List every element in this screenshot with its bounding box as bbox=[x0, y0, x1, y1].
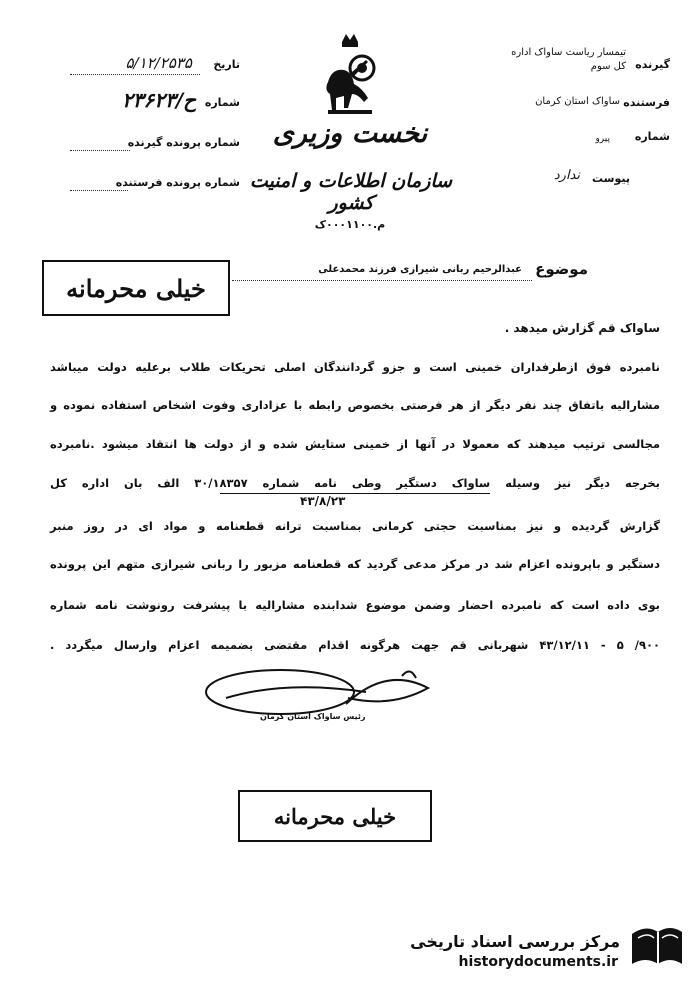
body-line-1: نامبرده فوق ازطرفداران خمینی است و جزو گردانندگان اصلی تحریکات طلاب برعلیه دولت میباشد bbox=[50, 360, 660, 374]
body-line-3: مجالسی ترتیب میدهند که معمولا در آنها از خمینی ستایش شده و از دولت ها انتقاد میشود .نامبرده bbox=[50, 437, 660, 451]
org-subtitle: سازمان اطلاعات و امنیت کشور bbox=[249, 170, 453, 214]
number-label: شماره bbox=[204, 96, 240, 109]
lion-and-sun-emblem-icon bbox=[318, 32, 382, 124]
receiver-file-label: شماره پرونده گیرنده bbox=[127, 136, 240, 149]
book-logo-icon bbox=[628, 920, 686, 968]
org-title: نخست وزیری bbox=[272, 118, 428, 149]
subject-label: موضوع bbox=[535, 260, 588, 278]
org-code: م.۰۰۰۱۱۰۰ک bbox=[314, 218, 386, 231]
subject-value: عبدالرحیم ربانی شیرازی فرزند محمدعلی bbox=[318, 264, 522, 275]
receiver-value: تیمسار ریاست ساواک اداره کل سوم bbox=[511, 47, 626, 72]
receiver-label: گیرنده bbox=[635, 58, 670, 71]
body-line-4: بخرجه دیگر نیز وسیله ساواک دستگیر وطی نامه شماره ۳۰/۱۸۳۵۷ الف بان اداره کل bbox=[50, 476, 660, 490]
confidential-stamp-bottom: خیلی محرمانه bbox=[238, 790, 432, 842]
dated-note: ۴۳/۸/۲۳ bbox=[300, 494, 346, 508]
footer-url: historydocuments.ir bbox=[458, 954, 618, 970]
sender-label: فرستنده bbox=[623, 96, 670, 109]
subject-underline bbox=[232, 280, 532, 281]
number-label-right: شماره bbox=[634, 130, 670, 143]
sender-value: ساواک استان کرمان bbox=[535, 96, 620, 107]
body-line-8: ۹۰۰/ ۵ - ۴۳/۱۲/۱۱ شهربانی قم جهت هرگونه اقدام مقتضی بضمیمه اعزام وارسال میگردد . bbox=[50, 638, 660, 652]
reference-underline bbox=[220, 493, 490, 494]
attachment-label: پیوست bbox=[592, 172, 630, 185]
number-value-right: پیرو bbox=[595, 134, 610, 144]
sender-file-label: شماره پرونده فرستنده bbox=[115, 176, 240, 189]
date-label: تاریخ bbox=[213, 58, 240, 71]
sender-file-underline bbox=[70, 190, 128, 191]
number-value: ۲۳۶۲۳/ح bbox=[122, 88, 196, 112]
signature-title: رئیس ساواک استان کرمان bbox=[260, 712, 366, 721]
greeting: ساواک قم گزارش میدهد . bbox=[504, 321, 660, 335]
receiver-file-underline bbox=[70, 150, 130, 151]
footer-brand: مرکز بررسی اسناد تاریخی bbox=[410, 932, 620, 951]
body-line-5: گزارش گردیده و نیز بمناسبت حجتی کرمانی بمناسبت ترانه قطعنامه و مواد ای در روز منبر bbox=[50, 519, 660, 533]
date-value: ۵/۱۲/۲۵۳۵ bbox=[125, 54, 192, 72]
date-underline bbox=[70, 74, 200, 75]
attachment-value: ندارد bbox=[553, 168, 580, 183]
body-line-6: دستگیر و باپرونده اعزام شد در مرکز مدعی گردید که قطعنامه مزبور را ربانی شیرازی متهم این پرونده bbox=[50, 557, 660, 571]
confidential-stamp-top: خیلی محرمانه bbox=[42, 260, 230, 316]
body-line-2: مشارالیه باتفاق چند نفر دیگر از هر فرصتی بخصوص رابطه با عزاداری وفوت اشخاص استفاده نموده و bbox=[50, 398, 660, 412]
body-line-7: بوی داده است که نامبرده احضار وضمن موضوع شدابنده مشارالیه با پیشرفت رونوشت نامه شماره bbox=[50, 598, 660, 612]
